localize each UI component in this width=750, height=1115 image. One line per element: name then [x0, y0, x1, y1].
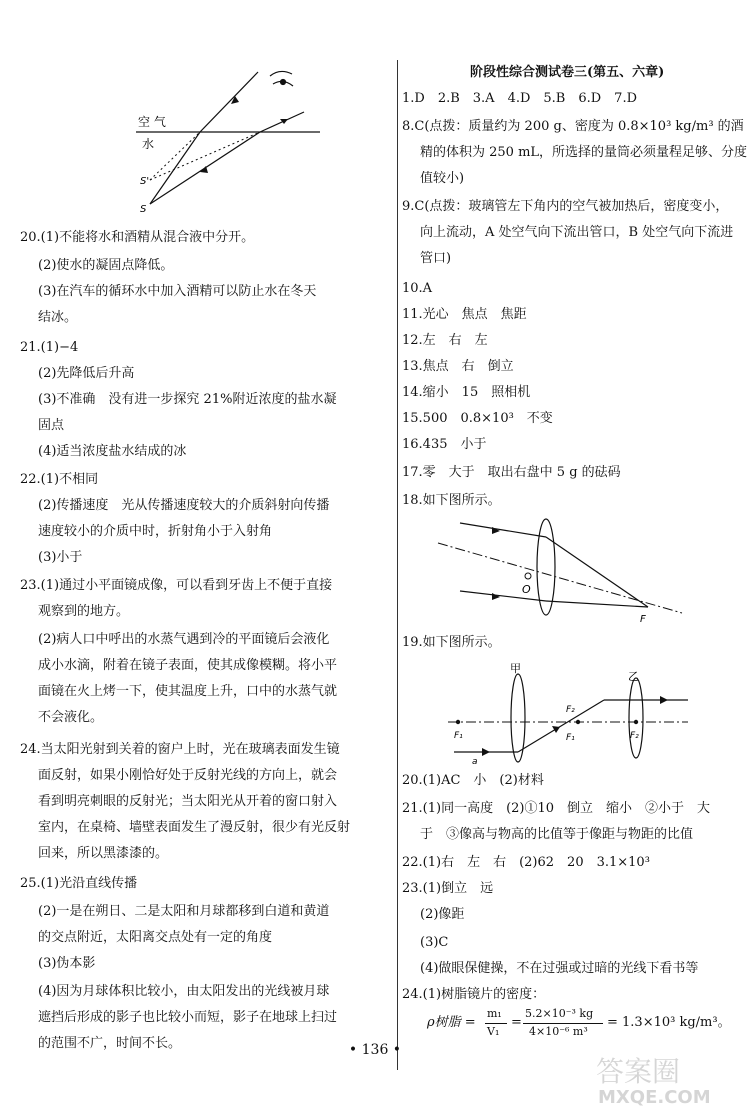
left-answer-line: (2)传播速度 光从传播速度较大的介质斜射向传播 — [38, 498, 330, 513]
right-answer-line: 管口) — [420, 251, 452, 266]
right-answer-line: (4)做眼保健操，不在过强或过暗的光线下看书等 — [420, 961, 699, 976]
right-answer-line: 值较小) — [420, 171, 465, 186]
right-answer-line: 12.左 右 左 — [402, 333, 488, 348]
left-answer-line: 的交点附近，太阳离交点处有一定的角度 — [38, 930, 273, 945]
left-answer-line: 面反射，如果小刚恰好处于反射光线的方向上，就会 — [38, 768, 338, 783]
label-s: S — [140, 204, 147, 215]
focus-dot-2 — [576, 720, 580, 724]
right-answer-line: 9.C(点拨：玻璃管左下角内的空气被加热后，密度变小， — [402, 199, 729, 214]
left-answer-line: 结冰。 — [38, 310, 78, 325]
label-jia: 甲 — [510, 662, 521, 675]
right-answer-line: 24.(1)树脂镜片的密度： — [402, 987, 546, 1002]
frac1-denominator: V₁ — [487, 1025, 500, 1038]
right-answer-line: 18.如下图所示。 — [402, 493, 501, 508]
right-answer-line: 10.A — [402, 281, 433, 296]
left-answer-line: 不会液化。 — [38, 710, 104, 725]
right-answer-line: 11.光心 焦点 焦距 — [402, 307, 527, 322]
ray-dotted-2 — [150, 132, 260, 180]
refraction-figure — [128, 62, 328, 222]
right-answer-line: 1.D 2.B 3.A 4.D 5.B 6.D 7.D — [402, 91, 638, 106]
right-answer-line: 精的体积为 250 mL，所选择的量筒必须量程足够、分度 — [420, 145, 748, 160]
label-water: 水 — [142, 137, 155, 151]
formula-eq1: = — [511, 1015, 522, 1030]
left-answer-line: (3)伪本影 — [38, 956, 96, 971]
left-answer-line: 24.当太阳光射到关着的窗户上时，光在玻璃表面发生镜 — [20, 742, 340, 757]
incident-ray-1 — [460, 523, 546, 537]
lens-yi — [629, 678, 643, 758]
page-number: • 136 • — [348, 1042, 402, 1058]
right-answer-line: 14.缩小 15 照相机 — [402, 385, 531, 400]
right-answer-line: 22.(1)右 左 右 (2)62 20 3.1×10³ — [402, 855, 650, 870]
left-answer-line: (2)先降低后升高 — [38, 366, 135, 381]
left-answer-line: (4)因为月球体积比较小，由太阳发出的光线被月球 — [38, 984, 330, 999]
incident-ray-2 — [460, 591, 546, 601]
left-answer-line: 23.(1)通过小平面镜成像，可以看到牙齿上不便于直接 — [20, 578, 333, 593]
label-air: 空 气 — [138, 115, 166, 129]
label-s-prime: S' — [140, 176, 150, 187]
refracted-ray-2 — [546, 601, 648, 607]
left-answer-line: 成小水滴，附着在镜子表面，使其成像模糊。将小平 — [38, 658, 338, 673]
right-answer-line: 向上流动，A 处空气向下流出管口，B 处空气向下流进 — [420, 225, 734, 240]
label-a: a — [472, 757, 478, 767]
left-answer-line: 速度较小的介质中时，折射角小于入射角 — [38, 524, 273, 539]
right-answer-line: 23.(1)倒立 远 — [402, 881, 494, 896]
lens-figure-19 — [448, 660, 698, 770]
ray-mid-19 — [518, 700, 604, 752]
left-answer-line: (2)使水的凝固点降低。 — [38, 258, 174, 273]
right-answer-line: 于 ③像高与物高的比值等于像距与物距的比值 — [420, 827, 694, 842]
right-answer-line: 13.焦点 右 倒立 — [402, 359, 514, 374]
lens-figure-18 — [434, 515, 684, 625]
frac1-numerator: m₁ — [487, 1007, 502, 1020]
left-answer-line: (4)适当浓度盐水结成的冰 — [38, 444, 187, 459]
focus-dot-1 — [456, 720, 460, 724]
left-answer-line: 回来，所以黑漆漆的。 — [38, 846, 169, 861]
ray-dotted-1 — [150, 132, 200, 180]
frac2-numerator: 5.2×10⁻³ kg — [525, 1007, 594, 1020]
left-answer-line: 看到明亮刺眼的反射光；当太阳光从开着的窗口射入 — [38, 794, 338, 809]
arrow-head-a — [492, 527, 500, 534]
principal-axis — [438, 543, 682, 613]
left-answer-line: (2)一是在朔日、二是太阳和月球都移到白道和黄道 — [38, 904, 330, 919]
left-answer-line: 室内，在桌椅、墙壁表面发生了漫反射，很少有光反射 — [38, 820, 351, 835]
right-answer-line: 19.如下图所示。 — [402, 635, 501, 650]
ray-solid-4 — [260, 112, 304, 132]
left-answer-line: (2)病人口中呼出的水蒸气遇到冷的平面镜后会液化 — [38, 632, 330, 647]
label-f: F — [640, 614, 646, 625]
right-answer-line: 15.500 0.8×10³ 不变 — [402, 411, 553, 426]
frac2-denominator: 4×10⁻⁶ m³ — [529, 1025, 588, 1038]
left-answer-line: 固点 — [38, 418, 65, 433]
left-answer-line: (3)在汽车的循环水中加入酒精可以防止水在冬天 — [38, 284, 317, 299]
watermark-line1: 答案圈 — [596, 1055, 681, 1088]
right-answer-line: 20.(1)AC 小 (2)材料 — [402, 773, 544, 788]
label-f1-left: F₁ — [454, 731, 463, 741]
left-answer-line: 遮挡后形成的影子也比较小而短，影子在地球上扫过 — [38, 1010, 338, 1025]
ray-solid-2 — [200, 72, 258, 132]
optical-center-dot — [525, 573, 531, 579]
label-yi: 乙 — [628, 670, 639, 683]
density-formula — [401, 1004, 741, 1044]
watermark-line2: MXQE.COM — [598, 1087, 711, 1108]
arrow-head-19c — [660, 696, 668, 704]
arrow-head-19a — [482, 748, 490, 756]
left-answer-line: 20.(1)不能将水和酒精从混合液中分开。 — [20, 230, 255, 245]
focus-dot-3 — [634, 720, 638, 724]
left-answer-line: (3)不准确 没有进一步探究 21%附近浓度的盐水凝 — [38, 392, 337, 407]
right-answer-line: 16.435 小于 — [402, 437, 487, 452]
right-answer-line: 17.零 大于 取出右盘中 5 g 的砝码 — [402, 465, 621, 480]
arrow-head-3 — [280, 119, 288, 124]
watermark-logo — [592, 1049, 742, 1109]
left-answer-line: 面镜在火上烤一下，使其温度上升，口中的水蒸气就 — [38, 684, 338, 699]
left-answer-line: (3)小于 — [38, 550, 83, 565]
label-f2-right: F₂ — [630, 731, 639, 741]
label-f1-mid: F₁ — [566, 733, 575, 743]
arrow-head-1 — [231, 96, 239, 104]
right-answer-line: 8.C(点拨：质量约为 200 g、密度为 0.8×10³ kg/m³ 的酒 — [402, 119, 744, 134]
left-answer-line: 观察到的地方。 — [38, 604, 130, 619]
section-title: 阶段性综合测试卷三(第五、六章) — [470, 65, 665, 80]
right-answer-line: (3)C — [420, 935, 449, 950]
eye-icon — [270, 71, 293, 86]
column-divider — [397, 60, 398, 1070]
label-f2-top: F₂ — [566, 705, 575, 715]
ray-solid-1 — [150, 132, 200, 204]
left-answer-line: 21.(1)−4 — [20, 340, 79, 355]
left-answer-line: 22.(1)不相同 — [20, 472, 99, 487]
arrow-head-19b — [552, 726, 560, 733]
label-o: O — [522, 583, 531, 596]
formula-result: = 1.3×10³ kg/m³。 — [607, 1015, 731, 1030]
refracted-ray-1 — [546, 537, 648, 607]
arrow-head-b — [492, 593, 500, 600]
left-answer-line: 的范围不广，时间不长。 — [38, 1036, 182, 1051]
left-answer-line: 25.(1)光沿直线传播 — [20, 876, 138, 891]
right-answer-line: 21.(1)同一高度 (2)①10 倒立 缩小 ②小于 大 — [402, 801, 711, 816]
formula-lhs: ρ树脂 = — [427, 1015, 476, 1030]
right-answer-line: (2)像距 — [420, 907, 465, 922]
